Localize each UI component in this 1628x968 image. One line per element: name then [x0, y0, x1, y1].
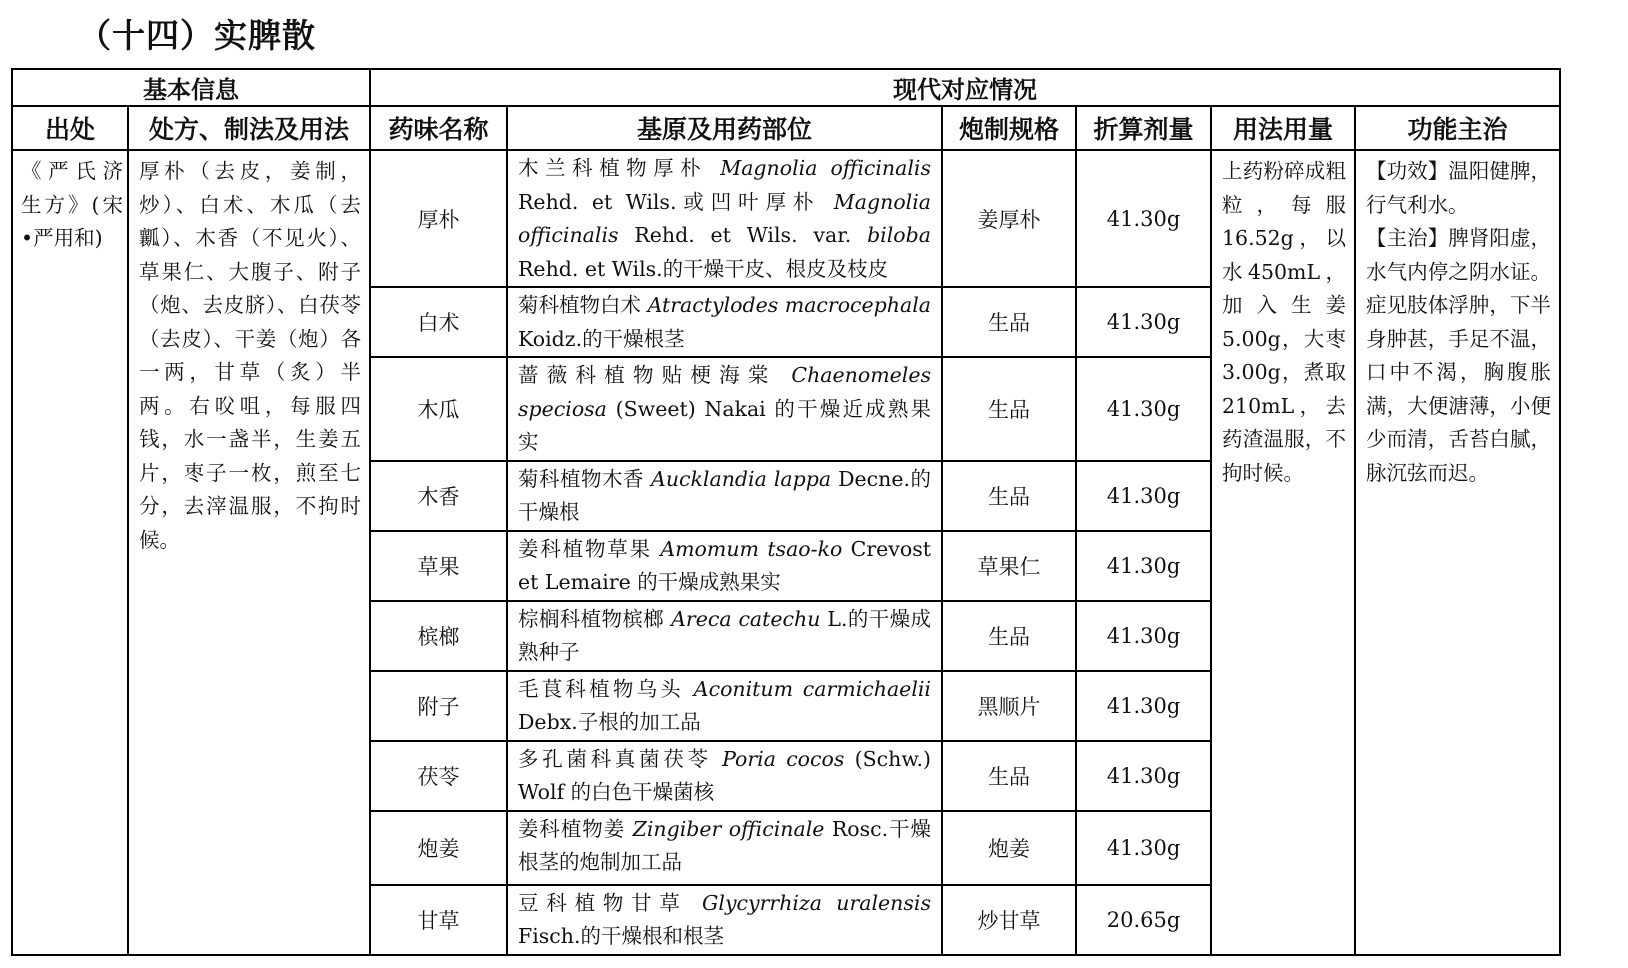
col-header-dose: 折算剂量: [1076, 106, 1211, 150]
base-text: 木兰科植物厚朴: [518, 156, 721, 180]
latin-name: Zingiber officinale: [632, 816, 825, 841]
base-text: 多孔菌科真菌茯苓: [518, 746, 723, 771]
base-text: Rehd. et Wils.或凹叶厚朴: [518, 189, 834, 214]
base-text: 姜科植物姜: [518, 816, 633, 841]
herb-base: [507, 150, 942, 287]
col-header-recipe: 处方、制法及用法: [128, 106, 370, 150]
herb-processing: 黑顺片: [942, 671, 1076, 741]
recipe-cell: 厚朴（去皮，姜制，炒）、白术、木瓜（去瓤）、木香（不见火）、草果仁、大腹子、附子（炮、去皮脐）、白茯苓（去皮）、干姜（炮）各一两，甘草（炙）半两。右㕮咀，每服四钱，水一盏半，生姜五片，枣子一枚，煎至七分，去滓温服，不拘时候。: [128, 150, 370, 955]
base-text: 豆科植物甘草: [518, 890, 703, 915]
base-text: Decne.的干燥根: [518, 466, 931, 524]
group-header-basic: 基本信息: [12, 69, 370, 106]
herb-dose: 20.65g: [1076, 885, 1211, 955]
source-cell: 《严氏济生方》(宋•严用和): [12, 150, 128, 955]
herb-processing: 生品: [942, 357, 1076, 461]
base-text: 菊科植物白术: [518, 293, 648, 317]
base-text: L.的干燥成熟种子: [518, 606, 931, 664]
herb-name: 白术: [370, 287, 507, 357]
herb-base: [507, 461, 942, 531]
col-header-name: 药味名称: [370, 106, 507, 150]
base-text: Koidz.的干燥根茎: [518, 326, 685, 351]
base-text: 蔷薇科植物贴梗海棠: [518, 363, 792, 387]
herb-base: [507, 885, 942, 955]
col-header-function: 功能主治: [1355, 106, 1560, 150]
base-text: 姜科植物草果: [518, 536, 661, 561]
herb-dose: 41.30g: [1076, 811, 1211, 885]
herb-base: [507, 601, 942, 671]
function-cell: [1355, 150, 1560, 955]
herb-base: [507, 531, 942, 601]
base-text: (Schw.) Wolf 的白色干燥菌核: [518, 746, 931, 804]
latin-name: Poria cocos: [722, 746, 845, 771]
herb-processing: 生品: [942, 601, 1076, 671]
latin-name: Aconitum carmichaelii: [693, 676, 931, 701]
herb-row: [12, 150, 1560, 287]
base-text: (Sweet) Nakai 的干燥近成熟果实: [518, 396, 931, 454]
herb-base: [507, 741, 942, 811]
formula-table: [11, 68, 1561, 956]
herb-name: 厚朴: [370, 150, 507, 287]
herb-name: 木瓜: [370, 357, 507, 461]
col-header-source: 出处: [12, 106, 128, 150]
herb-dose: 41.30g: [1076, 531, 1211, 601]
col-header-processing: 炮制规格: [942, 106, 1076, 150]
base-text: Rosc.干燥根茎的炮制加工品: [518, 816, 932, 874]
herb-processing: 姜厚朴: [942, 150, 1076, 287]
herb-processing: 炮姜: [942, 811, 1076, 885]
base-text: Rehd. et Wils. var.: [618, 223, 868, 247]
base-text: Fisch.的干燥根和根茎: [518, 924, 725, 948]
herb-name: 甘草: [370, 885, 507, 955]
herb-name: 槟榔: [370, 601, 507, 671]
latin-name: Glycyrrhiza uralensis: [702, 890, 931, 915]
latin-name: Atractylodes macrocephala: [647, 293, 931, 317]
herb-processing: 炒甘草: [942, 885, 1076, 955]
latin-name: biloba: [867, 223, 931, 247]
herb-processing: 生品: [942, 461, 1076, 531]
herb-processing: 生品: [942, 741, 1076, 811]
herb-dose: 41.30g: [1076, 671, 1211, 741]
herb-dose: 41.30g: [1076, 150, 1211, 287]
latin-name: Aucklandia lappa: [651, 466, 832, 491]
herb-rows: [12, 150, 1560, 955]
herb-name: 茯苓: [370, 741, 507, 811]
effect-tag: 【功效】: [1366, 159, 1449, 183]
herb-name: 附子: [370, 671, 507, 741]
herb-dose: 41.30g: [1076, 601, 1211, 671]
latin-name: Areca catechu: [671, 606, 821, 631]
effect-text: 温阳健脾，行气利水。: [1366, 159, 1552, 217]
herb-base: [507, 671, 942, 741]
herb-base: [507, 811, 942, 885]
latin-name: Magnolia officinalis: [518, 189, 931, 247]
herb-name: 炮姜: [370, 811, 507, 885]
indication-text: 脾肾阳虚，水气内停之阴水证。症见肢体浮肿，下半身肿甚，手足不温，口中不渴，胸腹胀满，大便溏薄，小便少而清，舌苔白腻，脉沉弦而迟。: [1366, 226, 1552, 485]
page-title: （十四）实脾散: [78, 16, 316, 55]
base-text: 棕榈科植物槟榔: [518, 606, 672, 631]
herb-name: 草果: [370, 531, 507, 601]
indication-tag: 【主治】: [1366, 226, 1449, 250]
herb-base: [507, 287, 942, 357]
base-text: Debx.子根的加工品: [518, 710, 701, 734]
usage-cell: 上药粉碎成粗粒，每服16.52g，以水450mL，加入生姜5.00g，大枣3.00g，煮取210mL，去药渣温服，不拘时候。: [1211, 150, 1355, 955]
latin-name: Chaenomeles speciosa: [518, 363, 931, 421]
latin-name: Amomum tsao-ko: [660, 536, 843, 561]
herb-dose: 41.30g: [1076, 357, 1211, 461]
base-text: Rehd. et Wils.的干燥干皮、根皮及枝皮: [518, 256, 889, 281]
col-header-usage: 用法用量: [1211, 106, 1355, 150]
latin-name: Magnolia officinalis: [720, 156, 931, 180]
herb-base: [507, 357, 942, 461]
herb-name: 木香: [370, 461, 507, 531]
herb-processing: 草果仁: [942, 531, 1076, 601]
base-text: Crevost et Lemaire 的干燥成熟果实: [518, 536, 931, 594]
base-text: 毛茛科植物乌头: [518, 676, 694, 701]
col-header-base: 基原及用药部位: [507, 106, 942, 150]
herb-dose: 41.30g: [1076, 741, 1211, 811]
herb-processing: 生品: [942, 287, 1076, 357]
group-header-modern: 现代对应情况: [370, 69, 1560, 106]
herb-dose: 41.30g: [1076, 461, 1211, 531]
base-text: 菊科植物木香: [518, 466, 652, 491]
herb-dose: 41.30g: [1076, 287, 1211, 357]
